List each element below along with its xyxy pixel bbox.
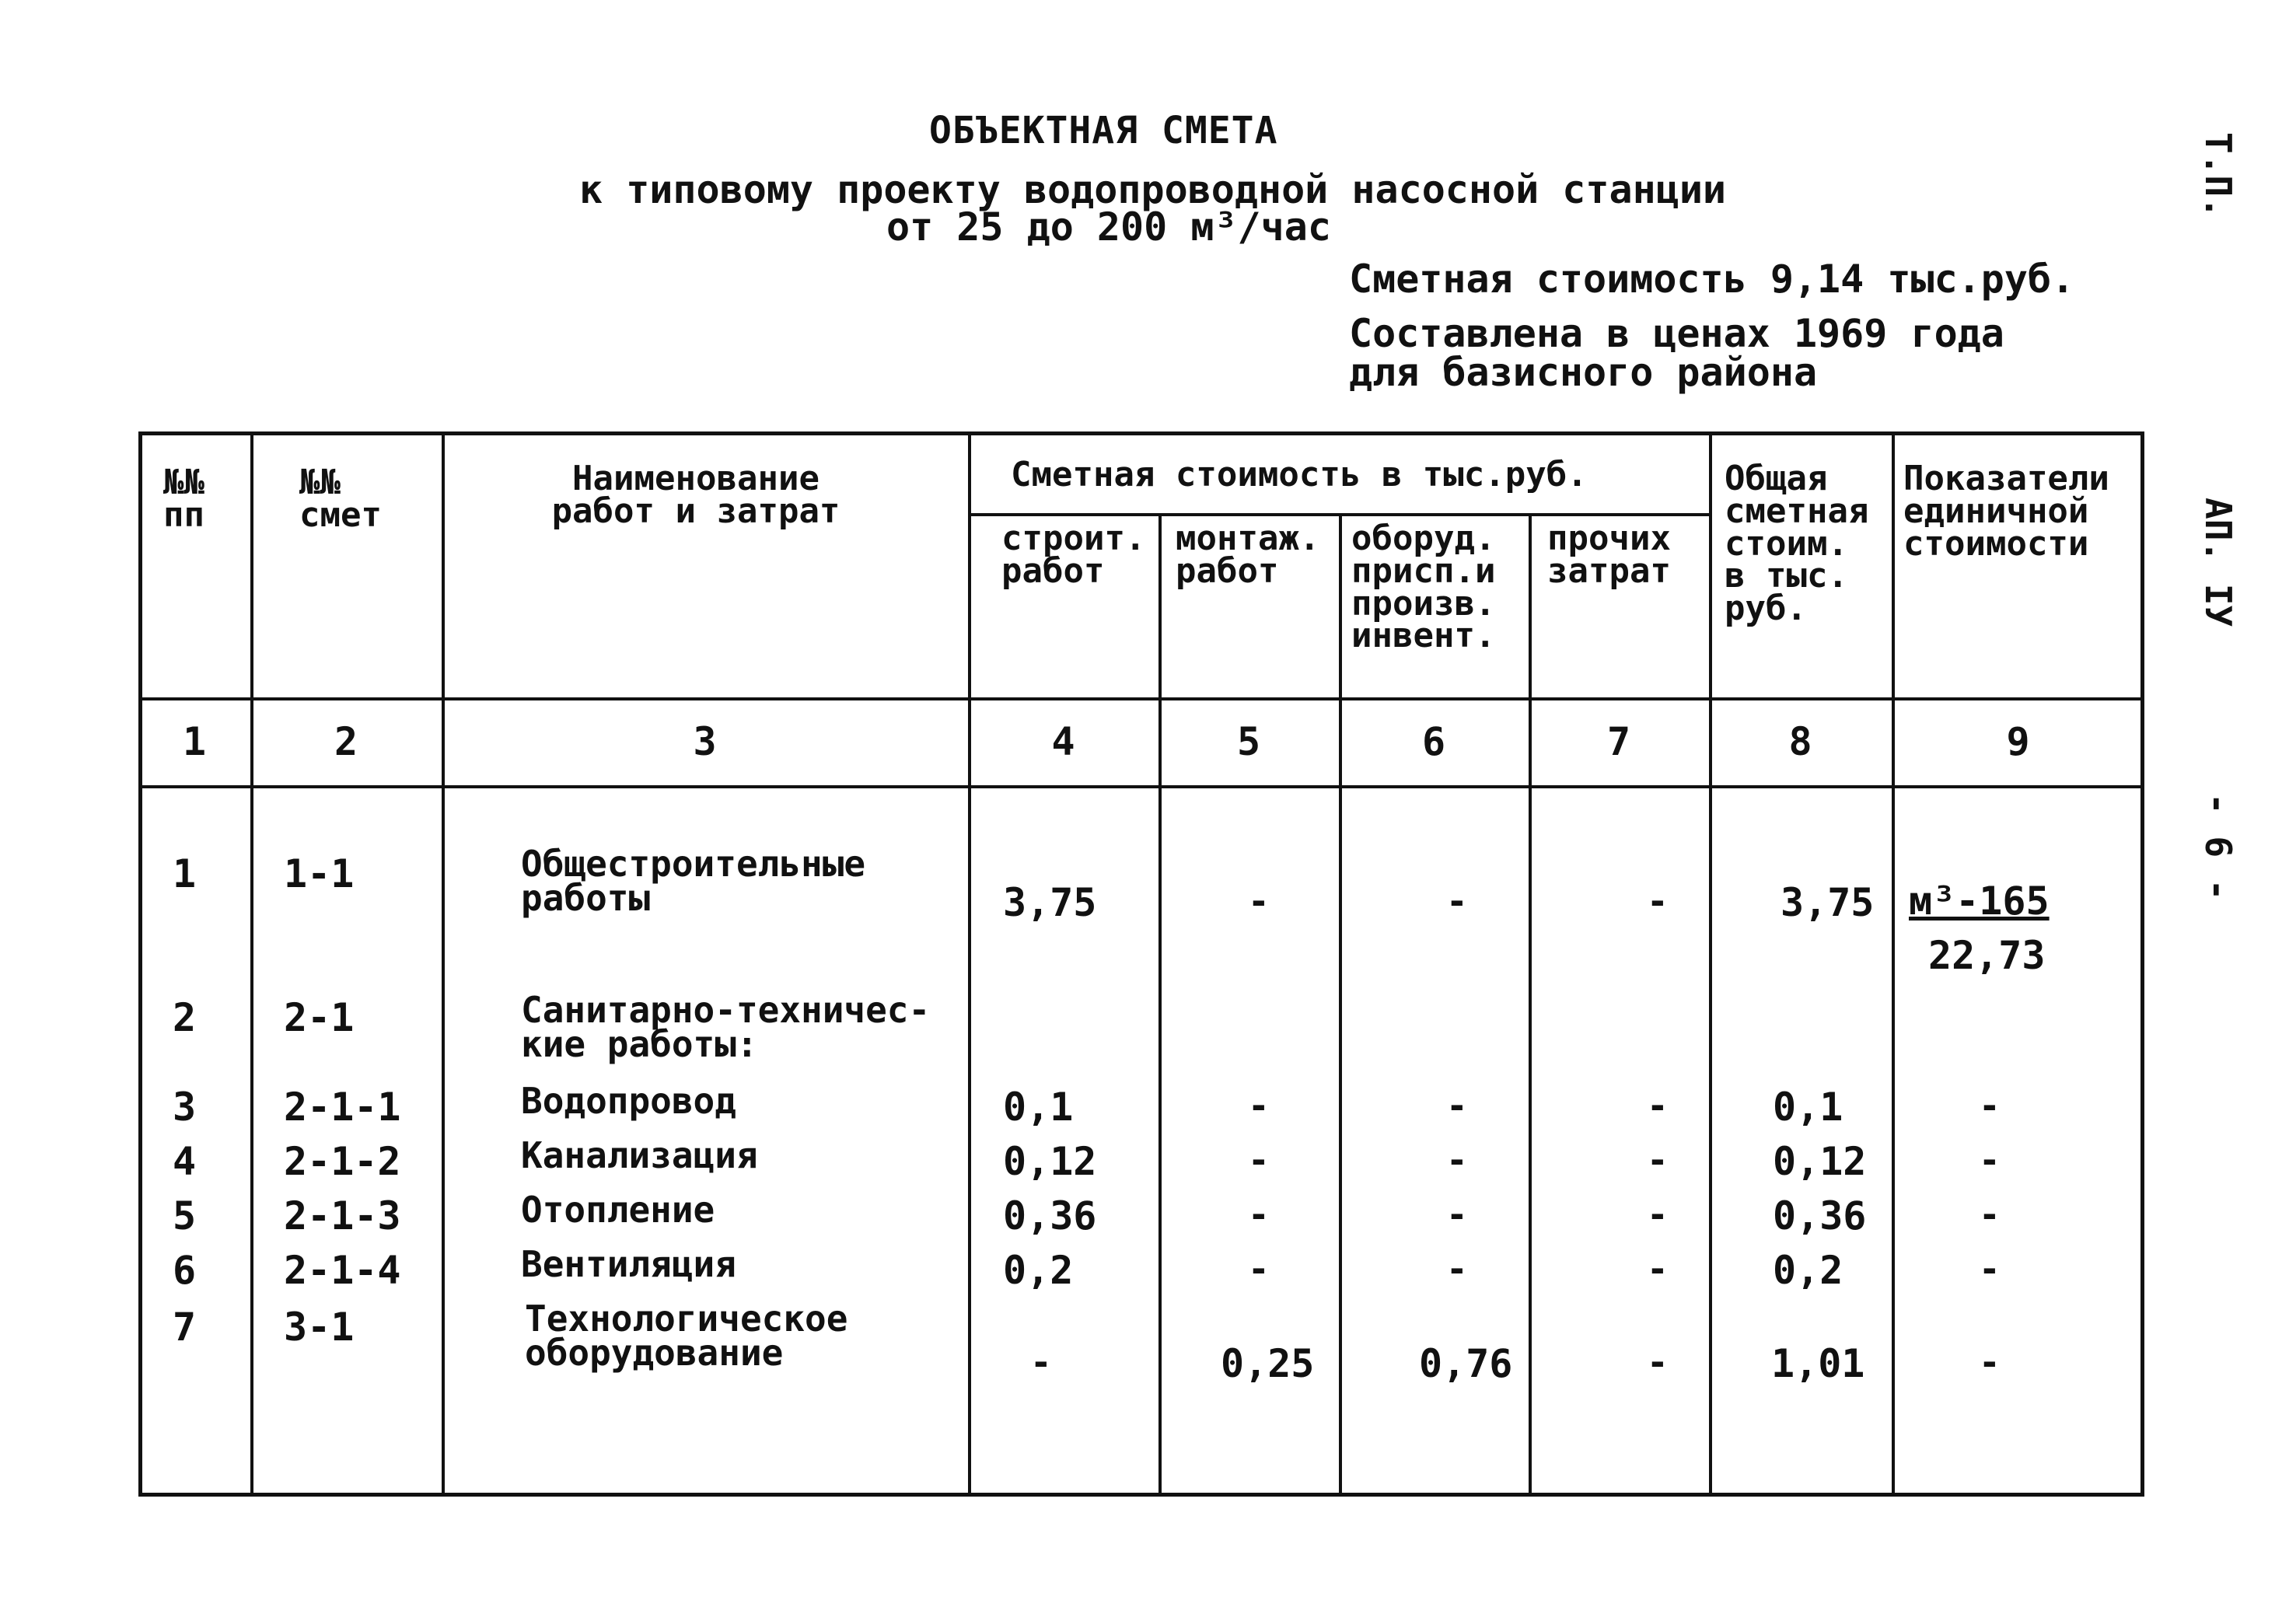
row-installation-cost: -	[1248, 1085, 1270, 1127]
col-divider-7	[1709, 431, 1712, 1497]
row-unit-indicator-top: м³-165	[1909, 879, 2050, 924]
row-construction-cost: 0,36	[1003, 1193, 1097, 1238]
row-equipment-cost: -	[1446, 1248, 1468, 1290]
row-equipment-cost: -	[1446, 880, 1468, 922]
row-equipment-cost: 0,76	[1419, 1341, 1513, 1386]
page-number: - 6 -	[2197, 793, 2239, 901]
row-installation-cost: -	[1248, 1139, 1270, 1181]
header-installation-works: монтаж. работ	[1176, 519, 1320, 591]
row-total-cost: 0,1	[1773, 1085, 1843, 1130]
row-other-cost: -	[1647, 1193, 1669, 1235]
row-work-name: Санитарно-техничес-кие работы:	[521, 989, 931, 1065]
document-subtitle-line2: от 25 до 200 м³/час	[886, 204, 1331, 250]
header-equipment: оборуд. присп.и произв. инвент.	[1351, 519, 1496, 656]
row-unit-indicator: -	[1979, 1139, 2001, 1181]
col-divider-2	[442, 431, 445, 1497]
row-number: 7	[173, 1305, 197, 1350]
row-other-cost: -	[1647, 1341, 1669, 1383]
column-number: 5	[1236, 719, 1261, 764]
column-number: 6	[1421, 719, 1446, 764]
header-cost-group: Сметная стоимость в тыс.руб.	[1011, 455, 1588, 494]
column-number: 8	[1788, 719, 1812, 764]
row-number: 6	[173, 1248, 197, 1293]
row-estimate-code: 1-1	[284, 851, 355, 896]
row-equipment-cost: -	[1446, 1139, 1468, 1181]
row-construction-cost: 0,12	[1003, 1139, 1097, 1184]
document-title: ОБЪЕКТНАЯ СМЕТА	[929, 109, 1278, 152]
row-estimate-code: 2-1	[284, 995, 355, 1040]
row-estimate-code: 2-1-3	[284, 1193, 401, 1238]
column-number: 2	[334, 719, 358, 764]
row-total-cost: 0,36	[1773, 1193, 1867, 1238]
row-estimate-code: 3-1	[284, 1305, 355, 1350]
row-unit-indicator: -	[1979, 1085, 2001, 1127]
header-other-costs: прочих затрат	[1547, 519, 1671, 591]
row-work-name: Технологическое оборудование	[525, 1298, 848, 1374]
col-divider-6	[1529, 515, 1532, 1497]
header-item-number: №№ пп	[163, 463, 204, 535]
row-unit-indicator: -	[1979, 1248, 2001, 1290]
row-equipment-cost: -	[1446, 1193, 1468, 1235]
col-divider-4	[1158, 515, 1162, 1497]
row-unit-indicator: -	[1979, 1341, 2001, 1383]
row-installation-cost: 0,25	[1221, 1341, 1315, 1386]
row-construction-cost: -	[1030, 1341, 1052, 1383]
row-number: 3	[173, 1085, 197, 1130]
header-estimate-number: №№ смет	[299, 463, 382, 535]
row-total-cost: 0,12	[1773, 1139, 1867, 1184]
col-divider-8	[1892, 431, 1895, 1497]
side-label-top: Т.П.	[2197, 132, 2239, 218]
col-divider-1	[250, 431, 253, 1497]
column-number: 9	[2006, 719, 2030, 764]
row-other-cost: -	[1647, 1139, 1669, 1181]
row-estimate-code: 2-1-2	[284, 1139, 401, 1184]
prices-basis-line1: Составлена в ценах 1969 года	[1349, 311, 2004, 356]
row-work-name: Канализация	[521, 1134, 758, 1176]
row-total-cost: 1,01	[1771, 1341, 1865, 1386]
row-number: 2	[173, 995, 197, 1040]
header-unit-cost-indicators: Показатели единичной стоимости	[1903, 459, 2109, 564]
row-unit-indicator: -	[1979, 1193, 2001, 1235]
row-total-cost: 3,75	[1781, 880, 1875, 925]
estimated-cost: Сметная стоимость 9,14 тыс.руб.	[1349, 257, 2075, 302]
header-bottom-rule	[138, 697, 2144, 700]
row-construction-cost: 0,1	[1003, 1085, 1074, 1130]
row-installation-cost: -	[1248, 1193, 1270, 1235]
row-total-cost: 0,2	[1773, 1248, 1843, 1293]
row-work-name: Вентиляция	[521, 1243, 736, 1285]
row-unit-indicator-bottom: 22,73	[1928, 933, 2046, 978]
header-construction-works: строит. работ	[1001, 519, 1146, 591]
row-other-cost: -	[1647, 1248, 1669, 1290]
row-number: 4	[173, 1139, 197, 1184]
col-divider-3	[968, 431, 971, 1497]
row-construction-cost: 3,75	[1003, 880, 1097, 925]
row-number: 5	[173, 1193, 197, 1238]
group-header-rule	[968, 513, 1711, 516]
row-other-cost: -	[1647, 880, 1669, 922]
column-number: 1	[182, 719, 207, 764]
row-work-name: Общестроительные работы	[521, 843, 866, 919]
row-work-name: Отопление	[521, 1189, 715, 1231]
column-number: 3	[693, 719, 717, 764]
column-number: 7	[1606, 719, 1631, 764]
row-other-cost: -	[1647, 1085, 1669, 1127]
row-estimate-code: 2-1-4	[284, 1248, 401, 1293]
document-subtitle-line1: к типовому проекту водопроводной насосной станции	[579, 167, 1727, 212]
header-work-name: Наименование работ и затрат	[551, 459, 840, 531]
row-installation-cost: -	[1248, 1248, 1270, 1290]
prices-basis-line2: для базисного района	[1349, 350, 1818, 395]
col-divider-5	[1339, 515, 1342, 1497]
column-number: 4	[1051, 719, 1075, 764]
row-equipment-cost: -	[1446, 1085, 1468, 1127]
column-numbers-rule	[138, 785, 2144, 788]
side-label-middle: АП. IУ	[2197, 498, 2239, 627]
row-estimate-code: 2-1-1	[284, 1085, 401, 1130]
row-construction-cost: 0,2	[1003, 1248, 1074, 1293]
row-installation-cost: -	[1248, 880, 1270, 922]
header-total-cost: Общая сметная стоим. в тыс. руб.	[1725, 459, 1869, 629]
row-work-name: Водопровод	[521, 1080, 736, 1122]
row-number: 1	[173, 851, 197, 896]
